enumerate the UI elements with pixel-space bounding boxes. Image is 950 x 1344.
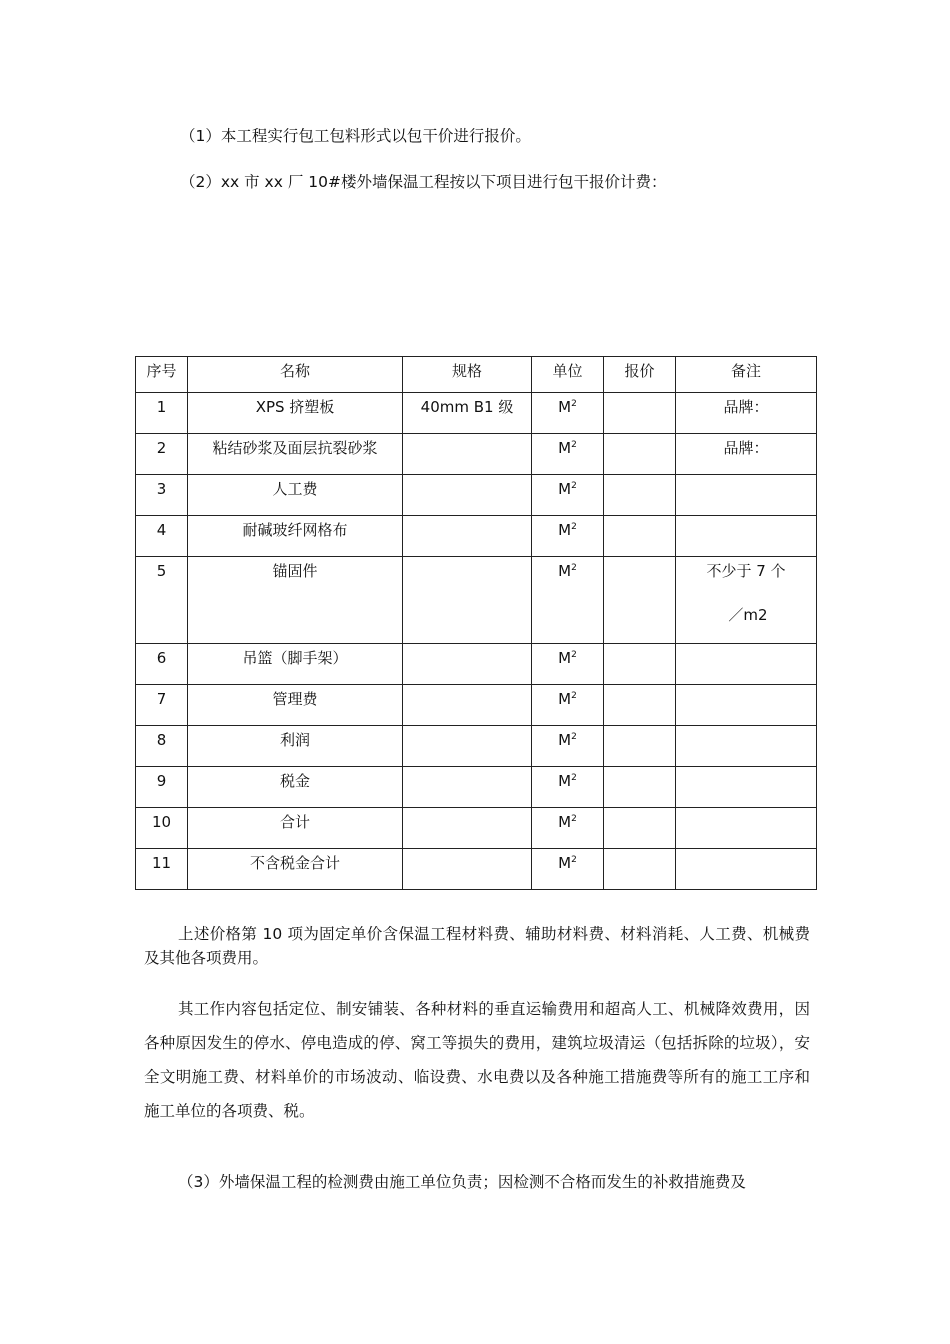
table-row (136, 849, 817, 890)
row-price-cell (604, 726, 676, 767)
unit-exponent: 2 (571, 563, 577, 573)
unit-base: M (558, 439, 572, 457)
row-index-cell-text: 11 (151, 854, 172, 872)
header-note: 备注 (676, 357, 817, 393)
row-note-cell (676, 726, 817, 767)
row-index-cell (136, 644, 188, 685)
table-row (136, 557, 817, 644)
row-spec-cell (403, 557, 532, 644)
unit-base: M (558, 480, 572, 498)
row-unit-cell (532, 516, 604, 557)
unit-base: M (558, 731, 572, 749)
row-spec-cell (403, 767, 532, 808)
table-body (136, 393, 817, 890)
table-row (136, 434, 817, 475)
row-name-cell-text: 粘结砂浆及面层抗裂砂浆 (212, 439, 378, 457)
row-name-cell-text: XPS 挤塑板 (255, 398, 335, 416)
row-spec-cell (403, 393, 532, 434)
table-row (136, 516, 817, 557)
row-price-cell (604, 644, 676, 685)
row-index-cell (136, 393, 188, 434)
row-note-cell (676, 393, 817, 434)
row-index-cell (136, 849, 188, 890)
table-row (136, 393, 817, 434)
row-unit-cell (532, 557, 604, 644)
row-index-cell (136, 557, 188, 644)
unit-exponent: 2 (571, 814, 577, 824)
row-index-cell-text: 3 (156, 480, 167, 498)
row-index-cell-text: 9 (156, 772, 167, 790)
row-name-cell-text: 利润 (279, 731, 310, 749)
row-index-cell (136, 726, 188, 767)
row-spec-cell (403, 685, 532, 726)
row-index-cell-text: 5 (156, 562, 167, 580)
row-note-cell (676, 475, 817, 516)
row-index-cell-text: 1 (156, 398, 167, 416)
unit-base: M (558, 398, 572, 416)
row-name-cell (188, 475, 403, 516)
unit-exponent: 2 (571, 855, 577, 865)
row-name-cell (188, 393, 403, 434)
header-name: 名称 (188, 357, 403, 393)
row-unit-cell (532, 808, 604, 849)
unit-base: M (558, 813, 572, 831)
unit-base: M (558, 649, 572, 667)
row-spec-cell (403, 726, 532, 767)
body-paragraph-1: 上述价格第 10 项为固定单价含保温工程材料费、辅助材料费、材料消耗、人工费、机械费及其他各项费用。 (144, 925, 810, 967)
row-name-cell-text: 耐碱玻纤网格布 (242, 521, 348, 539)
row-name-cell-text: 合计 (279, 813, 310, 831)
row-note-cell (676, 434, 817, 475)
row-index-cell (136, 475, 188, 516)
body-paragraph-2: 其工作内容包括定位、制安铺装、各种材料的垂直运输费用和超高人工、机械降效费用，因各种原因发生的停水、停电造成的停、窝工等损失的费用，建筑垃圾清运（包括拆除的垃圾），安全文明施工费、材料单价的市场波动、临设费、水电费以及各种施工措施费等所有的施工工序和施工单位的各项费、税。 (144, 1000, 810, 1120)
row-note-cell (676, 644, 817, 685)
row-name-cell (188, 516, 403, 557)
row-note-cell (676, 849, 817, 890)
row-name-cell-text: 人工费 (272, 480, 318, 498)
unit-base: M (558, 521, 572, 539)
row-note-cell (676, 808, 817, 849)
row-spec-cell (403, 434, 532, 475)
table-header-row (136, 357, 817, 393)
row-price-cell (604, 557, 676, 644)
row-index-cell-text: 2 (156, 439, 167, 457)
row-price-cell (604, 475, 676, 516)
row-name-cell (188, 726, 403, 767)
paragraph-2: （2）xx 市 xx 厂 10#楼外墙保温工程按以下项目进行包干报价计费： (180, 173, 667, 191)
row-unit-cell (532, 475, 604, 516)
unit-exponent: 2 (571, 732, 577, 742)
row-name-cell (188, 685, 403, 726)
unit-exponent: 2 (571, 440, 577, 450)
row-note-cell-text: 品牌： (723, 439, 769, 457)
row-name-cell (188, 434, 403, 475)
table-row (136, 808, 817, 849)
row-index-cell (136, 767, 188, 808)
header-price: 报价 (604, 357, 676, 393)
unit-exponent: 2 (571, 481, 577, 491)
row-index-cell-text: 4 (156, 521, 167, 539)
unit-base: M (558, 772, 572, 790)
row-index-cell (136, 808, 188, 849)
row-index-cell-text: 6 (156, 649, 167, 667)
row-name-cell (188, 557, 403, 644)
row-index-cell (136, 516, 188, 557)
unit-base: M (558, 562, 572, 580)
table-row (136, 644, 817, 685)
row-index-cell-text: 8 (156, 731, 167, 749)
row-name-cell-text: 管理费 (272, 690, 318, 708)
body-paragraph-3: （3）外墙保温工程的检测费由施工单位负责；因检测不合格而发生的补救措施费及 (178, 1173, 746, 1191)
row-name-cell (188, 767, 403, 808)
header-spec: 规格 (403, 357, 532, 393)
unit-exponent: 2 (571, 691, 577, 701)
row-spec-cell (403, 475, 532, 516)
row-index-cell (136, 685, 188, 726)
row-spec-cell (403, 644, 532, 685)
row-note-cell (676, 516, 817, 557)
table-row (136, 767, 817, 808)
row-spec-cell (403, 808, 532, 849)
unit-exponent: 2 (571, 773, 577, 783)
row-spec-cell-text: 40mm B1 级 (420, 398, 514, 416)
row-price-cell (604, 434, 676, 475)
row-name-cell-text: 锚固件 (272, 562, 318, 580)
row-unit-cell (532, 726, 604, 767)
row-note-cell (676, 767, 817, 808)
unit-exponent: 2 (571, 522, 577, 532)
row-name-cell-text: 税金 (279, 772, 310, 790)
row-unit-cell (532, 685, 604, 726)
row-note-continuation: ／m2 (728, 606, 768, 624)
row-price-cell (604, 808, 676, 849)
row-unit-cell (532, 393, 604, 434)
header-index: 序号 (136, 357, 188, 393)
unit-base: M (558, 854, 572, 872)
row-index-cell-text: 7 (156, 690, 167, 708)
quote-table (135, 356, 817, 890)
row-unit-cell (532, 767, 604, 808)
row-note-cell (676, 557, 817, 644)
row-index-cell (136, 434, 188, 475)
row-price-cell (604, 849, 676, 890)
row-name-cell (188, 808, 403, 849)
paragraph-1: （1）本工程实行包工包料形式以包干价进行报价。 (180, 127, 531, 145)
row-name-cell-text: 吊篮（脚手架） (242, 649, 348, 667)
row-note-cell (676, 685, 817, 726)
row-name-cell (188, 644, 403, 685)
unit-exponent: 2 (571, 650, 577, 660)
unit-base: M (558, 690, 572, 708)
row-name-cell-text: 不含税金合计 (249, 854, 340, 872)
row-spec-cell (403, 849, 532, 890)
table-row (136, 726, 817, 767)
row-note-cell-text: 不少于 7 个 (706, 562, 786, 580)
row-index-cell-text: 10 (151, 813, 172, 831)
table-row (136, 685, 817, 726)
row-unit-cell (532, 849, 604, 890)
row-name-cell (188, 849, 403, 890)
row-price-cell (604, 685, 676, 726)
row-price-cell (604, 393, 676, 434)
row-spec-cell (403, 516, 532, 557)
table-row (136, 475, 817, 516)
row-note-cell-text: 品牌： (723, 398, 769, 416)
row-price-cell (604, 767, 676, 808)
header-unit: 单位 (532, 357, 604, 393)
row-price-cell (604, 516, 676, 557)
row-unit-cell (532, 434, 604, 475)
unit-exponent: 2 (571, 399, 577, 409)
row-unit-cell (532, 644, 604, 685)
